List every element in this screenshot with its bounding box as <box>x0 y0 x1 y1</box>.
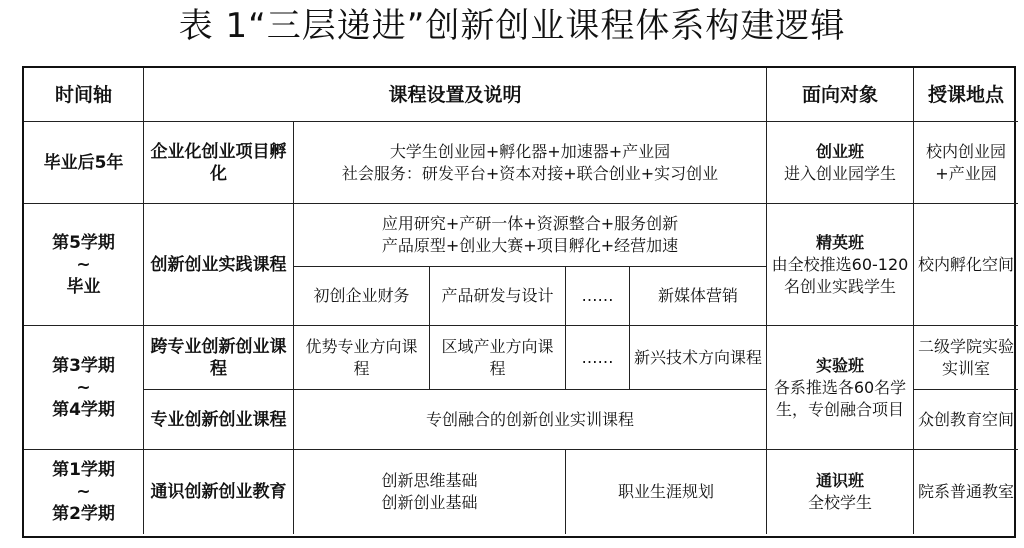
row4-target-desc: 全校学生 <box>807 493 872 512</box>
header-location: 授课地点 <box>914 68 1018 122</box>
row2-desc-line1: 应用研究+产研一体+资源整合+服务创新 <box>381 214 679 233</box>
row1-desc-line1: 大学生创业园+孵化器+加速器+产业园 <box>389 141 671 161</box>
row1-location: 校内创业园+产业园 <box>914 122 1018 204</box>
row4-time-start: 第1学期 <box>52 460 115 480</box>
row3-time-tilde: ~ <box>76 377 91 398</box>
row3-time <box>24 326 144 450</box>
row3-target <box>767 326 914 450</box>
table-title: 表 1“三层递进”创新创业课程体系构建逻辑 <box>178 6 846 46</box>
row1-desc-line2: 社会服务：研发平台+资本对接+联合创业+实习创业 <box>341 163 719 183</box>
row2-target <box>767 204 914 326</box>
header-target: 面向对象 <box>767 68 914 122</box>
row3-target-title: 实验班 <box>815 355 864 375</box>
row3-time-start: 第3学期 <box>52 355 115 376</box>
row1-target-desc: 进入创业园学生 <box>783 163 896 183</box>
row4-time-tilde: ~ <box>76 482 91 502</box>
row2-sub-course-ellipsis: …… <box>566 267 630 326</box>
row4-target <box>767 450 914 534</box>
row2-sub-course-1: 初创企业财务 <box>294 267 430 326</box>
row2-sub-course-4: 新媒体营销 <box>630 267 767 326</box>
row2-target-title: 精英班 <box>815 232 864 252</box>
row3-sub-course-ellipsis: …… <box>566 326 630 390</box>
row4-time <box>24 450 144 534</box>
row2-sub-course-2: 产品研发与设计 <box>430 267 566 326</box>
row2-time-end: 毕业 <box>66 276 101 297</box>
row2-time <box>24 204 144 326</box>
course-system-table <box>22 66 1016 538</box>
row2-desc-line2: 产品原型+创业大赛+项目孵化+经营加速 <box>381 236 679 255</box>
row2-time-start: 第5学期 <box>52 232 115 253</box>
row2-time-tilde: ~ <box>76 254 91 275</box>
row3-sub-course-2: 区域产业方向课程 <box>430 326 566 390</box>
row4-time-end: 第2学期 <box>52 504 115 524</box>
row1-course-name: 企业化创业项目孵化 <box>144 122 294 204</box>
header-timeline: 时间轴 <box>24 68 144 122</box>
row4-sub-course-2: 职业生涯规划 <box>566 450 767 534</box>
row4-sub1-line2: 创新创业基础 <box>381 493 478 512</box>
row3-time-end: 第4学期 <box>52 399 115 420</box>
row3-location-a: 二级学院实验实训室 <box>914 326 1018 390</box>
row1-course-desc <box>294 122 767 204</box>
row1-target-title: 创业班 <box>815 141 864 161</box>
row4-target-title: 通识班 <box>815 471 864 490</box>
row2-target-desc: 由全校推选60-120名创业实践学生 <box>771 254 909 296</box>
row4-sub1-line1: 创新思维基础 <box>381 471 478 490</box>
row2-course-desc <box>294 204 767 267</box>
row4-sub-course-1 <box>294 450 566 534</box>
header-courses: 课程设置及说明 <box>144 68 767 122</box>
row3-sub-course-4: 新兴技术方向课程 <box>630 326 767 390</box>
row1-time: 毕业后5年 <box>24 122 144 204</box>
row3-course-name-a: 跨专业创新创业课程 <box>144 326 294 390</box>
row2-course-name: 创新创业实践课程 <box>144 204 294 326</box>
row3-course-name-b: 专业创新创业课程 <box>144 390 294 450</box>
row1-target <box>767 122 914 204</box>
row3-sub-course-1: 优势专业方向课程 <box>294 326 430 390</box>
row3-target-desc: 各系推选各60名学生，专创融合项目 <box>773 377 907 419</box>
row4-course-name: 通识创新创业教育 <box>144 450 294 534</box>
row2-location: 校内孵化空间 <box>914 204 1018 326</box>
row3-course-desc-b: 专创融合的创新创业实训课程 <box>294 390 767 450</box>
row4-location: 院系普通教室 <box>918 482 1015 501</box>
row3-location-b: 众创教育空间 <box>914 390 1018 450</box>
